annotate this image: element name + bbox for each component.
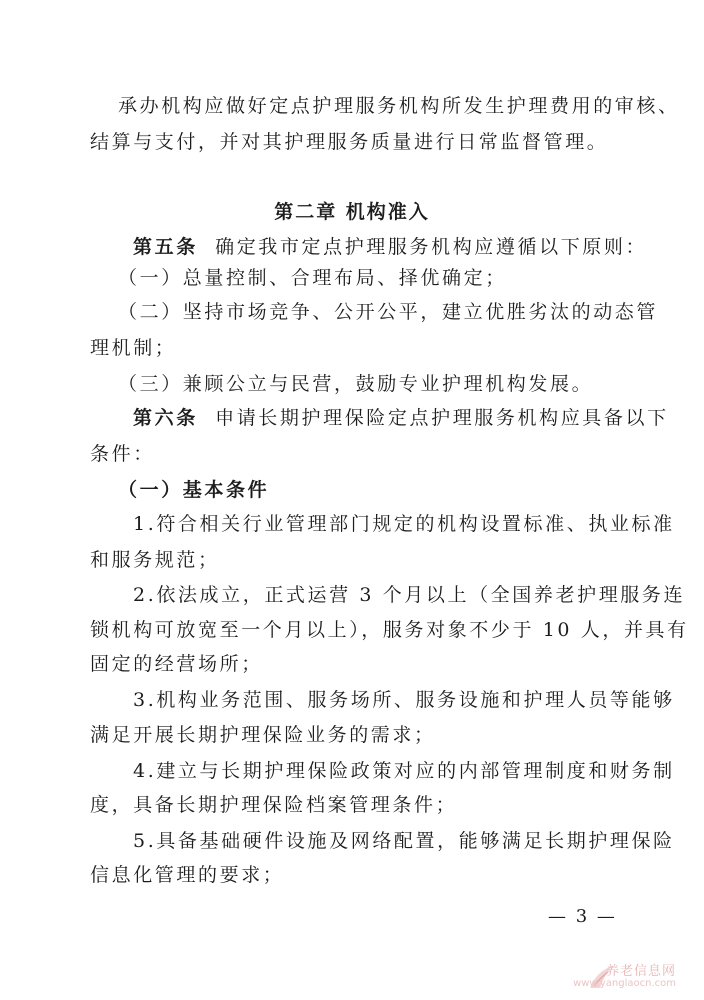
article5-item-1: （一）总量控制、合理布局、择优确定； <box>118 267 507 289</box>
condition-4-cont: 度，具备长期护理保险档案管理条件； <box>90 794 458 816</box>
article5-line <box>133 235 663 259</box>
condition-2-cont-2: 固定的经营场所； <box>90 653 263 675</box>
condition-1-cont: 和服务规范； <box>90 549 220 571</box>
condition-2-cont-1: 锁机构可放宽至一个月以上），服务对象不少于 10 人，并具有 <box>90 619 689 641</box>
condition-4: 4.建立与长期护理保险政策对应的内部管理制度和财务制 <box>133 760 675 782</box>
article6-line <box>133 406 669 430</box>
article6-label: 第六条 <box>133 407 198 429</box>
condition-3-cont: 满足开展长期护理保险业务的需求； <box>90 724 436 746</box>
condition-5: 5.具备基础硬件设施及网络配置，能够满足长期护理保险 <box>133 830 675 852</box>
section-title-basic-conditions: （一）基本条件 <box>118 479 270 501</box>
article5-item-3: （三）兼顾公立与民营，鼓励专业护理机构发展。 <box>118 373 594 395</box>
article5-text: 确定我市定点护理服务机构应遵循以下原则： <box>215 236 648 258</box>
paragraph-line-2: 结算与支付，并对其护理服务质量进行日常监督管理。 <box>90 131 609 153</box>
article6-text-cont: 条件： <box>90 443 155 465</box>
watermark <box>573 960 686 996</box>
watermark-site-name: 养老信息网 <box>605 964 676 979</box>
article5-item-2-cont: 理机制； <box>90 337 177 359</box>
article5-item-2: （二）坚持市场竞争、公开公平，建立优胜劣汰的动态管 <box>118 301 659 323</box>
paragraph-line-1: 承办机构应做好定点护理服务机构所发生护理费用的审核、 <box>118 95 680 117</box>
condition-3: 3.机构业务范围、服务场所、服务设施和护理人员等能够 <box>133 689 675 711</box>
condition-2: 2.依法成立，正式运营 3 个月以上（全国养老护理服务连 <box>133 584 686 606</box>
chapter-title: 第二章 机构准入 <box>274 201 430 223</box>
condition-5-cont: 信息化管理的要求； <box>90 864 285 886</box>
article6-text: 申请长期护理保险定点护理服务机构应具备以下 <box>215 407 669 429</box>
article5-label: 第五条 <box>133 236 198 258</box>
page-number: — 3 — <box>548 906 617 927</box>
watermark-url: www.yanglaocn.com <box>573 978 676 989</box>
condition-1: 1.符合相关行业管理部门规定的机构设置标准、执业标准 <box>133 513 675 535</box>
